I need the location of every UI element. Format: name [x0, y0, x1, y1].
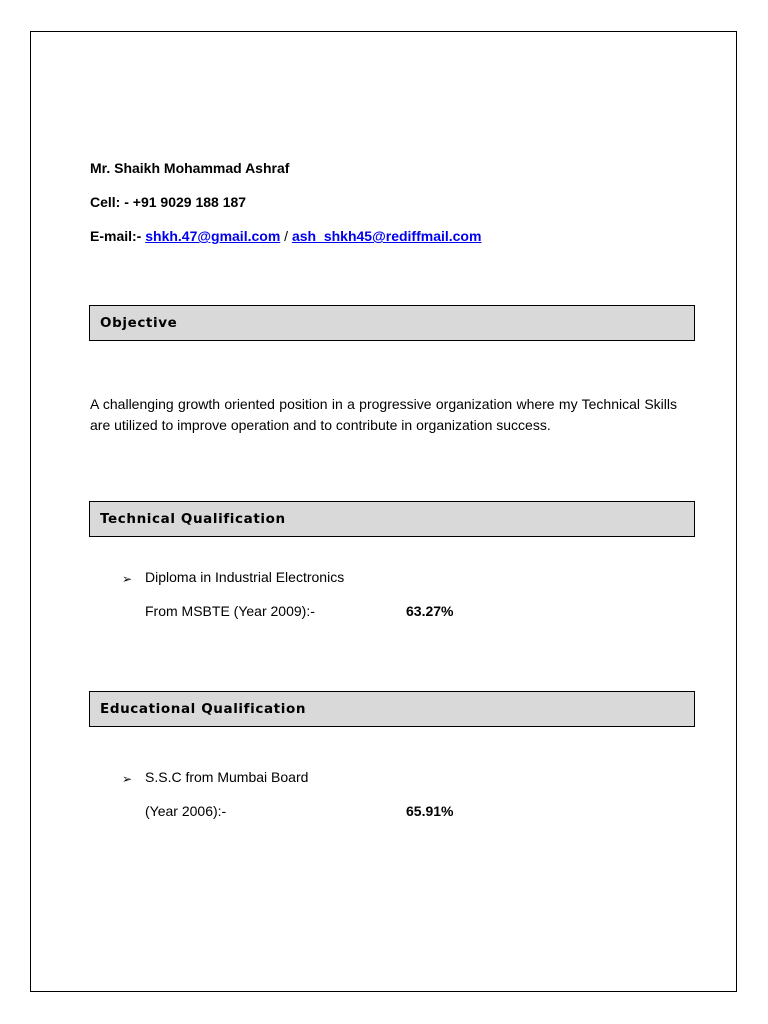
- email-separator: /: [284, 228, 289, 244]
- cell-number: Cell: - +91 9029 188 187: [90, 194, 247, 210]
- technical-item: Diploma in Industrial Electronics: [145, 569, 345, 585]
- objective-text: A challenging growth oriented position in a progressive organization where my Technical Skills are utilized to improve operation and to contribute in organization success.: [90, 396, 677, 433]
- technical-score: 63.27%: [406, 603, 454, 619]
- educational-score: 65.91%: [406, 803, 454, 819]
- arrow-bullet-icon: ➢: [122, 572, 133, 586]
- email-label: E-mail:-: [90, 228, 142, 244]
- technical-qualification-header: Technical Qualification: [89, 501, 695, 537]
- email-link-rediffmail[interactable]: ash_shkh45@rediffmail.com: [291, 228, 482, 244]
- email-line: [90, 228, 481, 244]
- candidate-name: Mr. Shaikh Mohammad Ashraf: [90, 160, 290, 176]
- educational-item: S.S.C from Mumbai Board: [145, 769, 309, 785]
- email-link-gmail[interactable]: shkh.47@gmail.com: [145, 228, 281, 244]
- arrow-bullet-icon: ➢: [122, 772, 133, 786]
- objective-header: Objective: [89, 305, 695, 341]
- technical-detail: From MSBTE (Year 2009):-: [145, 603, 315, 619]
- educational-qualification-header: Educational Qualification: [89, 691, 695, 727]
- educational-detail: (Year 2006):-: [145, 803, 227, 819]
